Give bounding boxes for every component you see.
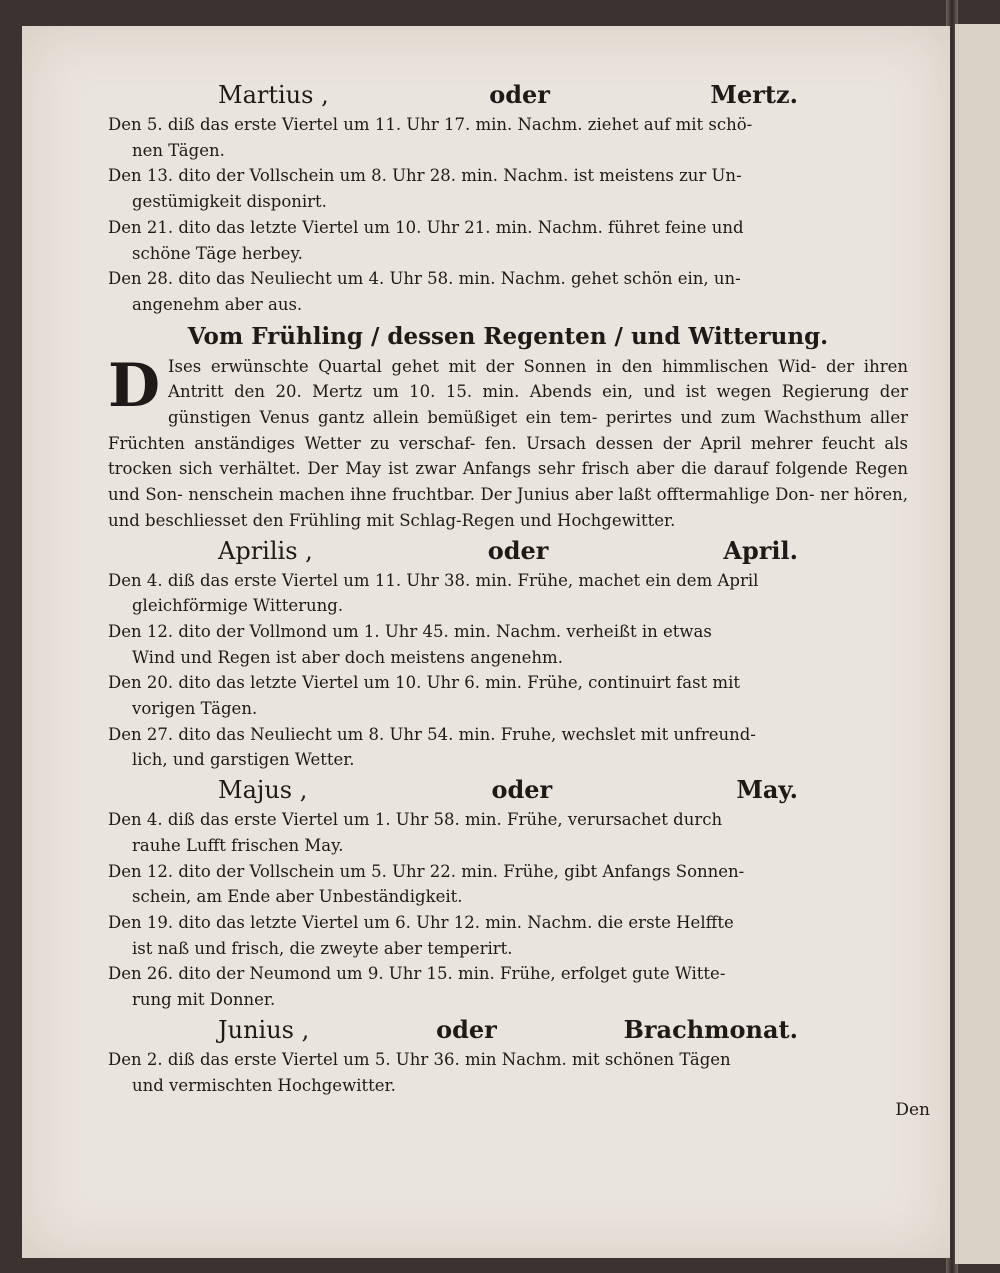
drop-cap: D [108, 350, 161, 421]
month-german: Brachmonat. [623, 1014, 798, 1044]
entry-line: rauhe Lufft frischen May. [132, 835, 344, 855]
month-latin: Martius , [218, 81, 329, 109]
intro-text: Ises erwünschte Quartal gehet mit der Sonnen in den himmlischen Wid- der ihren Antritt den 20. Mertz um 10. 15. min. Abends ein, und ist wegen Regierung der günstigen Venus gantz allein bemüßiget ein tem- perirtes und zum Wachsthum aller Früchten anständiges Wetter zu verschaf- fen. Ursach dessen der April mehrer feucht als trocken sich verhältet. Der May ist zwar Anfangs sehr frisch aber die darauf folgende Regen und Son- nenschein machen ihne fruchtbar. Der Junius aber laßt offtermahlige Don- ner hören, und beschliesset den Frühling mit Schlag-Regen und Hochgewitter. [108, 356, 908, 530]
entry-line: Den 13. dito der Vollschein um 8. Uhr 28. min. Nachm. ist meistens zur Un- [108, 166, 742, 186]
entry-line: gleichförmige Witterung. [132, 596, 344, 616]
entry-line: und vermischten Hochgewitter. [132, 1075, 396, 1095]
month-heading-may [108, 773, 908, 807]
month-german: May. [736, 775, 798, 805]
entry-line: ist naß und frisch, die zweyte aber temperirt. [132, 938, 513, 958]
month-german: Mertz. [710, 80, 798, 109]
entry-line: Den 2. diß das erste Viertel um 5. Uhr 36. min Nachm. mit schönen Tägen [108, 1049, 731, 1069]
spring-intro-paragraph [108, 350, 908, 534]
month-oder: oder [489, 80, 550, 109]
entry-line: rung mit Donner. [132, 990, 276, 1010]
month-heading-april [108, 534, 908, 568]
catchword: Den [895, 1100, 930, 1120]
entry-line: schein, am Ende aber Unbeständigkeit. [132, 887, 463, 907]
month-german: April. [723, 535, 798, 565]
entry-line: Den 26. dito der Neumond um 9. Uhr 15. min. Frühe, erfolget gute Witte- [108, 964, 726, 984]
entry-line: schöne Täge herbey. [132, 243, 303, 263]
entry-line: Den 5. diß das erste Viertel um 11. Uhr 17. min. Nachm. ziehet auf mit schö- [108, 115, 753, 134]
page-text [108, 78, 908, 1098]
entry-line: gestümigkeit disponirt. [132, 192, 327, 212]
month-heading-june [108, 1013, 908, 1047]
entry-line: Den 28. dito das Neuliecht um 4. Uhr 58. min. Nachm. gehet schön ein, un- [108, 269, 741, 289]
entry-line: Den 4. diß das erste Viertel um 11. Uhr 38. min. Frühe, machet ein dem April [108, 570, 759, 590]
entry-line: Den 12. dito der Vollschein um 5. Uhr 22. min. Frühe, gibt Anfangs Sonnen- [108, 861, 745, 881]
entry-line: Den 20. dito das letzte Viertel um 10. Uhr 6. min. Frühe, continuirt fast mit [108, 673, 740, 693]
entry-line: Wind und Regen ist aber doch meistens angenehm. [132, 647, 563, 667]
month-oder: oder [436, 1014, 497, 1044]
entry-line: lich, und garstigen Wetter. [132, 750, 355, 770]
entry-line: nen Tägen. [132, 140, 225, 160]
entry-line: vorigen Tägen. [132, 699, 258, 719]
month-oder: oder [491, 775, 553, 805]
next-page-edge [955, 24, 1000, 1264]
month-latin: Aprilis , [218, 536, 313, 565]
entry-line: Den 12. dito der Vollmond um 1. Uhr 45. min. Nachm. verheißt in etwas [108, 621, 712, 641]
section-title: Vom Frühling / dessen Regenten / und Witterung. [187, 322, 829, 350]
month-latin: Majus , [218, 776, 308, 805]
month-heading-march [108, 78, 908, 112]
entry-line: Den 4. diß das erste Viertel um 1. Uhr 58. min. Frühe, verursachet durch [108, 810, 723, 830]
entry-line: Den 27. dito das Neuliecht um 8. Uhr 54. min. Fruhe, wechslet mit unfreund- [108, 724, 756, 744]
entry-line: angenehm aber aus. [132, 294, 303, 314]
month-latin: Junius , [218, 1015, 310, 1044]
entry-line: Den 21. dito das letzte Viertel um 10. Uhr 21. min. Nachm. führet feine und [108, 217, 744, 237]
month-oder: oder [487, 535, 549, 565]
entry-line: Den 19. dito das letzte Viertel um 6. Uhr 12. min. Nachm. die erste Helffte [108, 912, 734, 932]
